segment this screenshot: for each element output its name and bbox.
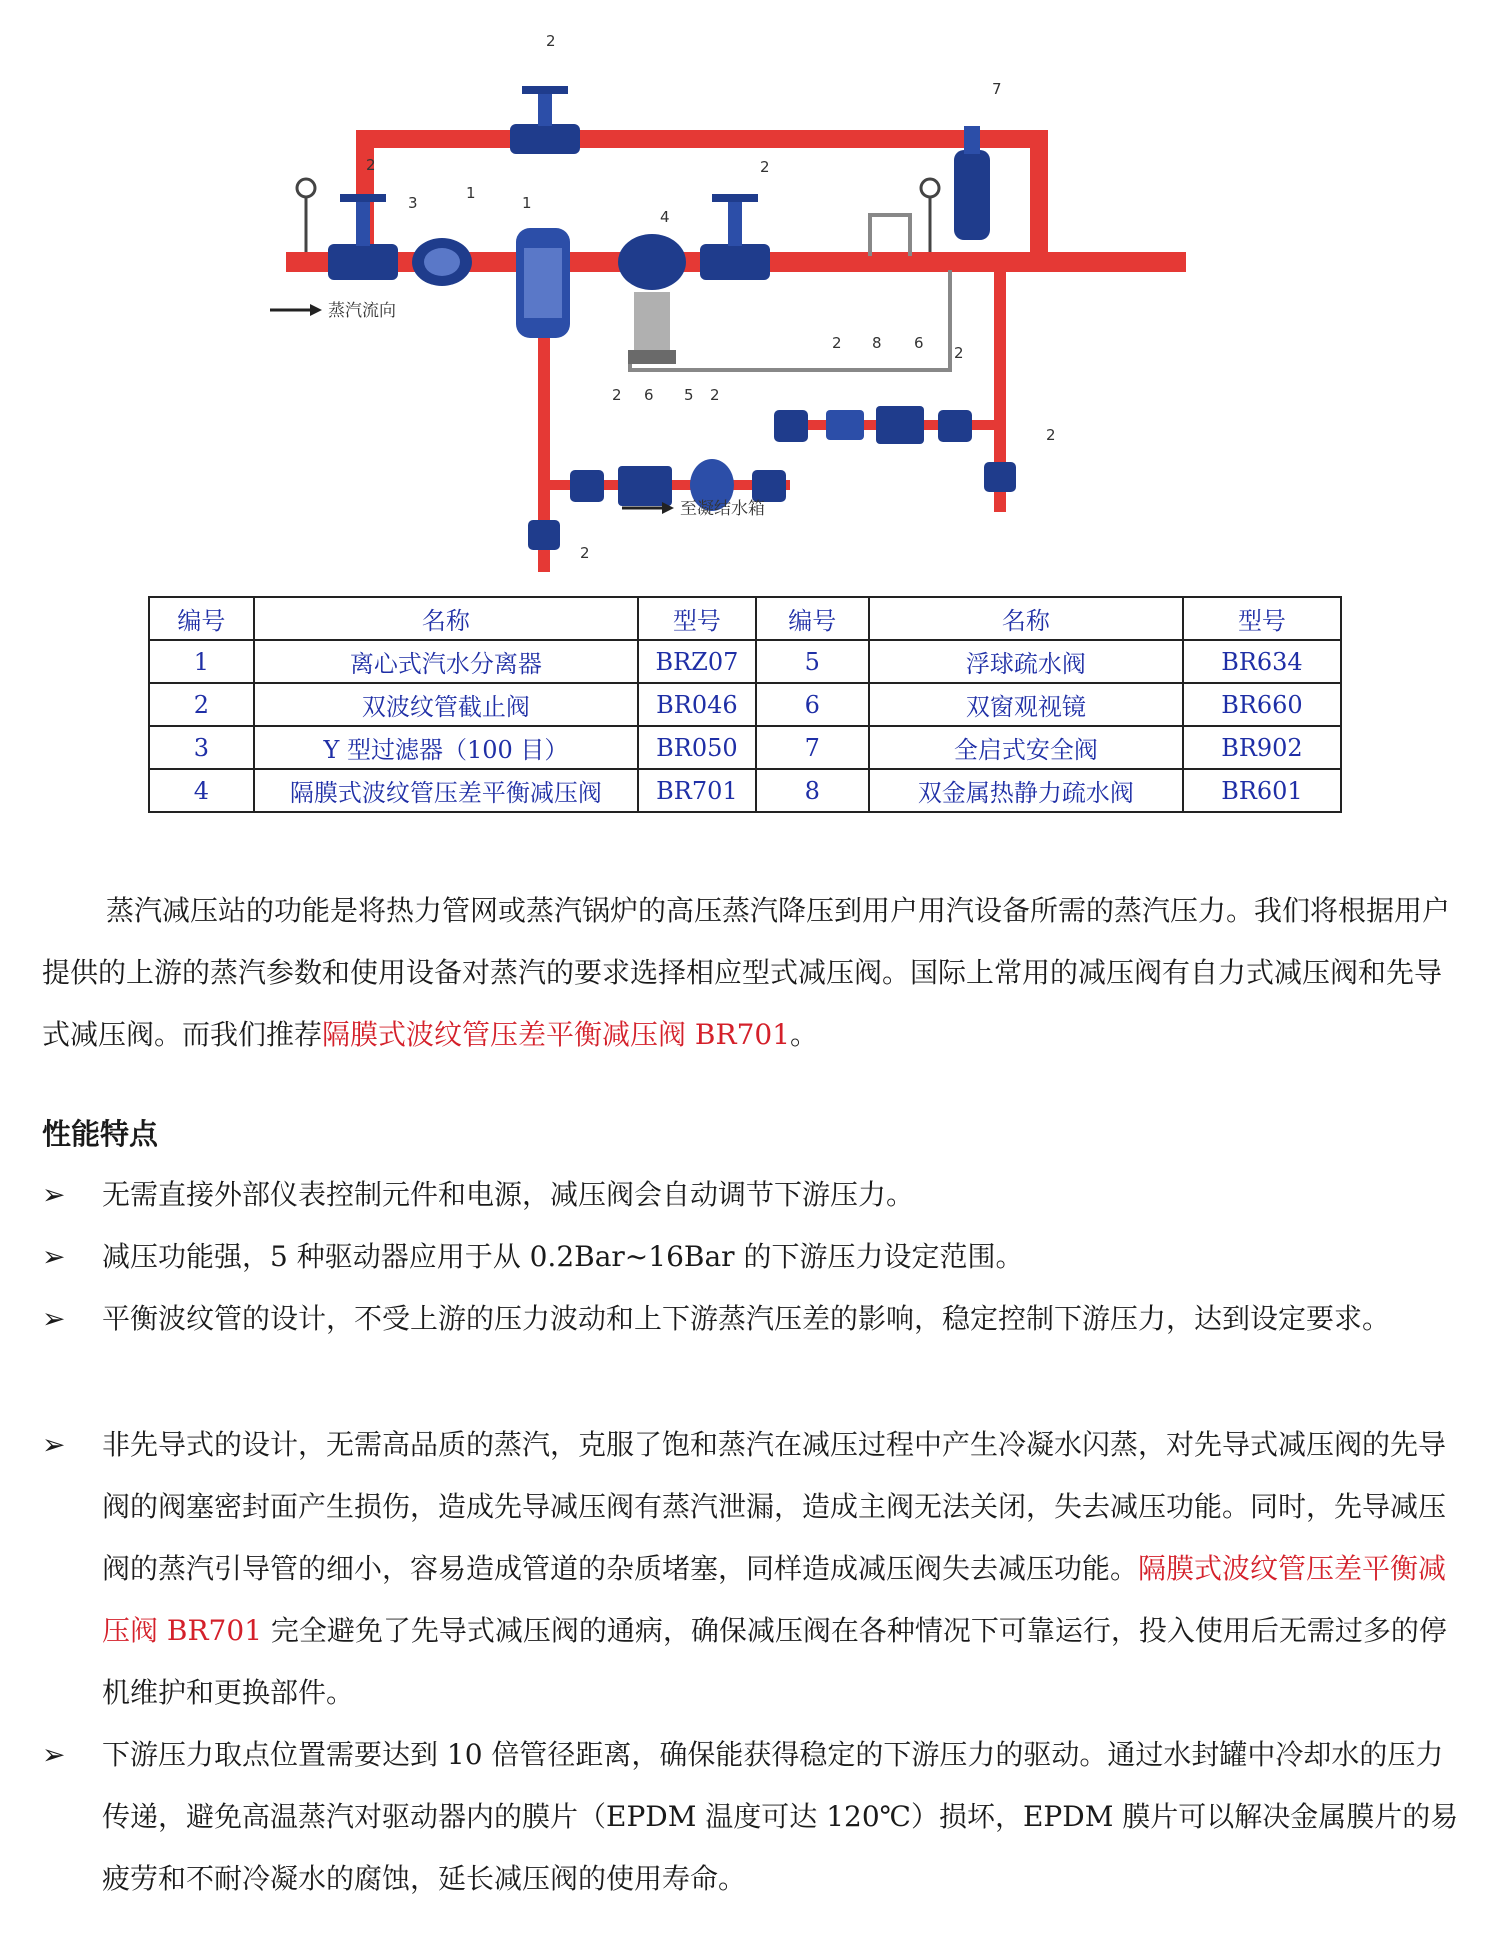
header-name-1: 名称 (254, 597, 639, 640)
diagram-svg (270, 30, 1210, 590)
steam-separator (516, 228, 570, 338)
callout-7: 7 (992, 80, 1002, 98)
callout-4: 4 (660, 208, 670, 226)
table-cell: 6 (756, 683, 869, 726)
intro-tail: 。 (790, 1018, 819, 1051)
table-cell: 浮球疏水阀 (869, 640, 1183, 683)
feature-item (42, 1164, 1462, 1226)
callout-6-float: 6 (644, 386, 654, 404)
flow-direction-label: 蒸汽流向 (328, 301, 396, 321)
table-cell: 隔膜式波纹管压差平衡减压阀 (254, 769, 639, 812)
table-cell: 2 (149, 683, 254, 726)
table-cell: BR634 (1183, 640, 1341, 683)
table-cell: 4 (149, 769, 254, 812)
callout-2-drain-right: 2 (1046, 426, 1056, 444)
outlet-globe-valve (700, 194, 770, 280)
table-cell: Y 型过滤器（100 目） (254, 726, 639, 769)
features-heading: 性能特点 (42, 1117, 159, 1151)
table-cell: 7 (756, 726, 869, 769)
table-cell: 1 (149, 640, 254, 683)
table-cell: 全启式安全阀 (869, 726, 1183, 769)
header-model-1: 型号 (638, 597, 755, 640)
inlet-globe-valve (328, 194, 398, 280)
feature-text-post: 完全避免了先导式减压阀的通病，确保减压阀在各种情况下可靠运行，投入使用后无需过多的停机维护和更换部件。 (102, 1614, 1447, 1709)
y-strainer (412, 238, 472, 286)
bypass-globe-valve (510, 86, 580, 154)
callout-2-float-left: 2 (612, 386, 622, 404)
bypass-riser-right (1030, 130, 1048, 260)
steam-pressure-reducing-station-diagram (270, 30, 1210, 590)
callout-2-thermo-right: 2 (954, 344, 964, 362)
pressure-reducing-valve (618, 234, 686, 364)
feature-text-pre: 非先导式的设计，无需高品质的蒸汽，克服了饱和蒸汽在减压过程中产生冷凝水闪蒸，对先导式减压阀的先导阀的阀塞密封面产生损伤，造成先导减压阀有蒸汽泄漏，造成主阀无法关闭，失去减压功能。同时，先导减压阀的蒸汽引导管的细小，容易造成管道的杂质堵塞，同样造成减压阀失去减压功能。 (102, 1428, 1447, 1585)
table-cell: BR660 (1183, 683, 1341, 726)
feature-item (42, 1414, 1462, 1724)
bullet-marker: ➢ (42, 1428, 66, 1461)
callout-2-outlet: 2 (760, 158, 770, 176)
table-row (149, 769, 1341, 812)
callout-2-bypass: 2 (546, 32, 556, 50)
feature-text (102, 1414, 1462, 1724)
callout-3: 3 (408, 194, 418, 212)
table-row (149, 726, 1341, 769)
feature-highlight: 隔膜式波纹管压差平衡减压阀 BR701 (102, 1552, 1447, 1647)
upstream-pressure-gauge (297, 179, 315, 252)
flow-arrow-head (310, 304, 322, 316)
feature-text: 减压功能强，5 种驱动器应用于从 0.2Bar~16Bar 的下游压力设定范围。 (102, 1240, 1024, 1273)
feature-text: 平衡波纹管的设计，不受上游的压力波动和上下游蒸汽压差的影响，稳定控制下游压力，达到设定要求。 (102, 1302, 1391, 1335)
pressure-sensing-line (630, 270, 950, 370)
bullet-marker: ➢ (42, 1178, 66, 1211)
downstream-pressure-gauge (921, 179, 939, 252)
header-no-1: 编号 (149, 597, 254, 640)
table-cell: BR601 (1183, 769, 1341, 812)
feature-text: 无需直接外部仪表控制元件和电源，减压阀会自动调节下游压力。 (102, 1178, 915, 1211)
callout-2-float-right: 2 (710, 386, 720, 404)
bullet-marker: ➢ (42, 1240, 66, 1273)
table-cell: BR050 (638, 726, 755, 769)
table-header-row (149, 597, 1341, 640)
downstream-drain-valve (984, 462, 1016, 492)
table-cell: 3 (149, 726, 254, 769)
callout-5: 5 (684, 386, 694, 404)
water-seal-line (870, 215, 910, 256)
table-cell: BR902 (1183, 726, 1341, 769)
table-row (149, 683, 1341, 726)
to-condensate-tank-label: 至凝结水箱 (680, 499, 765, 519)
bullet-marker: ➢ (42, 1302, 66, 1335)
table-row (149, 640, 1341, 683)
table-cell: BR701 (638, 769, 755, 812)
header-name-2: 名称 (869, 597, 1183, 640)
callout-2-thermo-left: 2 (832, 334, 842, 352)
table-cell: BRZ07 (638, 640, 755, 683)
table-cell: 双金属热静力疏水阀 (869, 769, 1183, 812)
callout-2-drain-left: 2 (580, 544, 590, 562)
table-cell: 双窗观视镜 (869, 683, 1183, 726)
separator-drain-valve (528, 520, 560, 550)
bypass-top-pipe (356, 130, 1048, 148)
callout-6-thermo: 6 (914, 334, 924, 352)
table-cell: 8 (756, 769, 869, 812)
intro-highlight: 隔膜式波纹管压差平衡减压阀 BR701 (322, 1018, 791, 1051)
header-no-2: 编号 (756, 597, 869, 640)
feature-item (42, 1724, 1462, 1910)
callout-1-separator: 1 (522, 194, 532, 212)
intro-paragraph (42, 880, 1462, 1066)
callout-8: 8 (872, 334, 882, 352)
callout-1: 1 (466, 184, 476, 202)
feature-item (42, 1226, 1462, 1288)
table-cell: 双波纹管截止阀 (254, 683, 639, 726)
parts-table (148, 596, 1342, 813)
bullet-marker: ➢ (42, 1738, 66, 1771)
table-cell: 离心式汽水分离器 (254, 640, 639, 683)
callout-2-inlet: 2 (366, 156, 376, 174)
feature-item (42, 1288, 1462, 1350)
feature-text: 下游压力取点位置需要达到 10 倍管径距离，确保能获得稳定的下游压力的驱动。通过水封罐中冷却水的压力传递，避免高温蒸汽对驱动器内的膜片（EPDM 温度可达 120℃）损坏，EPDM 膜片可以解决金属膜片的易疲劳和不耐冷凝水的腐蚀，延长减压阀的使用寿命。 (102, 1738, 1459, 1895)
table-cell: 5 (756, 640, 869, 683)
table-cell: BR046 (638, 683, 755, 726)
intro-text: 蒸汽减压站的功能是将热力管网或蒸汽锅炉的高压蒸汽降压到用户用汽设备所需的蒸汽压力。我们将根据用户提供的上游的蒸汽参数和使用设备对蒸汽的要求选择相应型式减压阀。国际上常用的减压阀有自力式减压阀和先导式减压阀。而我们推荐 (42, 894, 1451, 1051)
header-model-2: 型号 (1183, 597, 1341, 640)
